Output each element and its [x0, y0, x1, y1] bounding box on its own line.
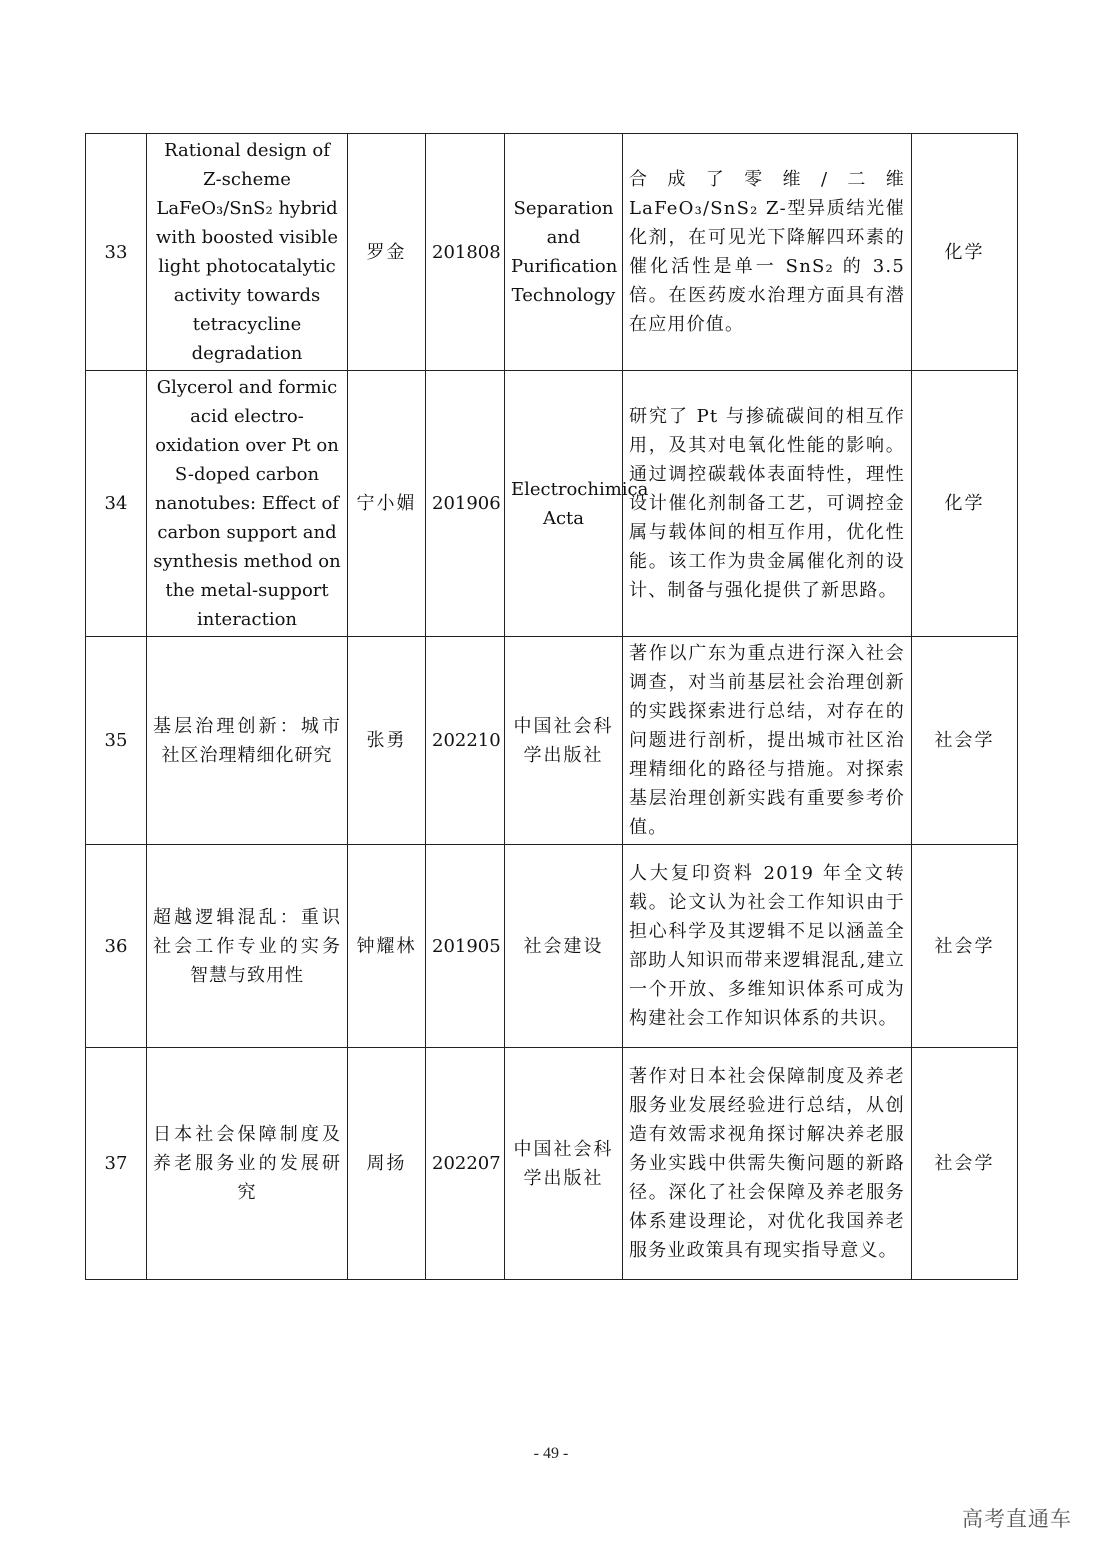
subject-field: 社会学: [912, 845, 1018, 1048]
row-number: 37: [86, 1048, 147, 1280]
publisher: Electrochimica Acta: [505, 371, 623, 637]
author-name: 罗金: [348, 134, 426, 371]
row-number: 34: [86, 371, 147, 637]
work-title: 日本社会保障制度及养老服务业的发展研究: [147, 1048, 348, 1280]
author-name: 宁小媚: [348, 371, 426, 637]
watermark-text: 高考直通车: [962, 1507, 1072, 1531]
publish-date: 202207: [426, 1048, 505, 1280]
row-number: 35: [86, 637, 147, 845]
table-row: [86, 1048, 1018, 1280]
subject-field: 化学: [912, 134, 1018, 371]
publisher: 中国社会科学出版社: [505, 1048, 623, 1280]
description: 著作对日本社会保障制度及养老服务业发展经验进行总结，从创造有效需求视角探讨解决养老服务业实践中供需失衡问题的新路径。深化了社会保障及养老服务体系建设理论，对优化我国养老服务业政策具有现实指导意义。: [623, 1048, 912, 1280]
description: 著作以广东为重点进行深入社会调查，对当前基层社会治理创新的实践探索进行总结，对存在的问题进行剖析，提出城市社区治理精细化的路径与措施。对探索基层治理创新实践有重要参考价值。: [623, 637, 912, 845]
page-number: - 49 -: [533, 1445, 569, 1462]
publisher: Separation and Purification Technology: [505, 134, 623, 371]
author-name: 张勇: [348, 637, 426, 845]
work-title: Glycerol and formic acid electro-oxidation over Pt on S-doped carbon nanotubes: Effect of carbon support and synthesis method on the metal-support interaction: [147, 371, 348, 637]
publish-date: 201906: [426, 371, 505, 637]
subject-field: 社会学: [912, 1048, 1018, 1280]
description: 合成了零维/二维 LaFeO₃/SnS₂ Z-型异质结光催化剂，在可见光下降解四环素的催化活性是单一 SnS₂ 的 3.5 倍。在医药废水治理方面具有潜在应用价值。: [623, 134, 912, 371]
publisher: 中国社会科学出版社: [505, 637, 623, 845]
publisher: 社会建设: [505, 845, 623, 1048]
subject-field: 化学: [912, 371, 1018, 637]
work-title: 超越逻辑混乱：重识社会工作专业的实务智慧与致用性: [147, 845, 348, 1048]
row-number: 36: [86, 845, 147, 1048]
description: 人大复印资料 2019 年全文转载。论文认为社会工作知识由于担心科学及其逻辑不足以涵盖全部助人知识而带来逻辑混乱,建立一个开放、多维知识体系可成为构建社会工作知识体系的共识。: [623, 845, 912, 1048]
table-row: [86, 134, 1018, 371]
description: 研究了 Pt 与掺硫碳间的相互作用，及其对电氧化性能的影响。通过调控碳载体表面特性，理性设计催化剂制备工艺，可调控金属与载体间的相互作用，优化性能。该工作为贵金属催化剂的设计、制备与强化提供了新思路。: [623, 371, 912, 637]
table-row: [86, 845, 1018, 1048]
author-name: 周扬: [348, 1048, 426, 1280]
author-name: 钟耀林: [348, 845, 426, 1048]
table-row: [86, 371, 1018, 637]
publish-date: 202210: [426, 637, 505, 845]
work-title: Rational design of Z-scheme LaFeO₃/SnS₂ hybrid with boosted visible light photocatalytic activity towards tetracycline degradation: [147, 134, 348, 371]
work-title: 基层治理创新：城市社区治理精细化研究: [147, 637, 348, 845]
achievements-table: [85, 133, 1018, 1280]
row-number: 33: [86, 134, 147, 371]
publish-date: 201905: [426, 845, 505, 1048]
subject-field: 社会学: [912, 637, 1018, 845]
publish-date: 201808: [426, 134, 505, 371]
table-row: [86, 637, 1018, 845]
